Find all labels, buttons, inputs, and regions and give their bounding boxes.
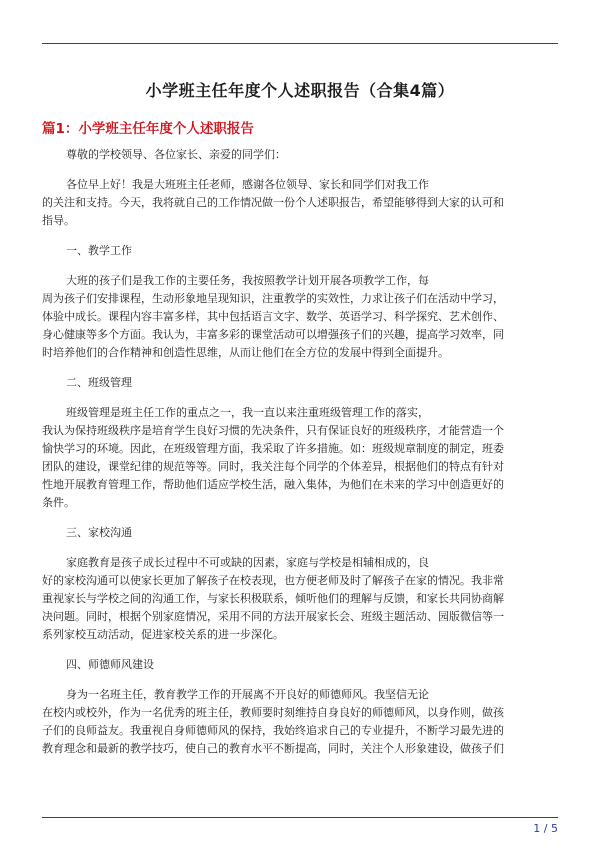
section-paragraph	[42, 686, 558, 758]
paragraph-line: 团队的建设，课堂纪律的规范等等。同时，我关注每个同学的个体差异，根据他们的特点有针对	[42, 460, 504, 473]
paragraph-line: 我认为保持班级秩序是培育学生良好习惯的先决条件，只有保证良好的班级秩序，才能营造一个	[42, 424, 504, 437]
section-heading	[42, 242, 558, 260]
paragraph-line: 好的家校沟通可以使家长更加了解孩子在校表现，也方便老师及时了解孩子在家的情况。我非常	[42, 574, 504, 587]
paragraph-line: 系列家校互动活动，促进家校关系的进一步深化。	[42, 628, 284, 641]
paragraph-line: 家庭教育是孩子成长过程中不可或缺的因素，家庭与学校是相辅相成的，良	[66, 556, 429, 569]
intro-line: 的关注和支持。今天，我将就自己的工作情况做一份个人述职报告，希望能够得到大家的认可和	[42, 196, 504, 209]
paragraph-line: 身为一名班主任，教育教学工作的开展离不开良好的师德师风。我坚信无论	[66, 688, 429, 701]
section-paragraph	[42, 404, 558, 512]
section-heading-text: 三、家校沟通	[66, 526, 132, 539]
paragraph-line: 性地开展教育管理工作，帮助他们适应学校生活，融入集体，为他们在未来的学习中创造更好的	[42, 478, 504, 491]
section-heading-text: 二、班级管理	[66, 376, 132, 389]
intro-line: 指导。	[42, 214, 75, 227]
header-rule	[42, 43, 558, 44]
article-subtitle: 篇1：小学班主任年度个人述职报告	[42, 121, 254, 137]
paragraph-line: 愉快学习的环境。因此，在班级管理方面，我采取了许多措施。如：班级规章制度的制定，班委	[42, 442, 504, 455]
intro-paragraph	[42, 176, 558, 230]
paragraph-line: 时培养他们的合作精神和创造性思维，从而让他们在全方位的发展中得到全面提升。	[42, 346, 449, 359]
document-body	[42, 146, 558, 770]
paragraph-line: 决问题。同时，根据个别家庭情况，采用不同的方法开展家长会、班级主题活动、园版微信等一	[42, 610, 504, 623]
greeting-paragraph	[42, 146, 558, 164]
section-heading	[42, 524, 558, 542]
document-title: 小学班主任年度个人述职报告（合集4篇）	[145, 81, 455, 100]
paragraph-line: 教育理念和最新的教学技巧，使自己的教育水平不断提高，同时，关注个人形象建设，做孩子们	[42, 742, 504, 755]
page-indicator: 1 / 5	[533, 822, 558, 835]
paragraph-line: 周为孩子们安排课程，生动形象地呈现知识，注重教学的实效性，力求让孩子们在活动中学习，	[42, 292, 504, 305]
section-heading	[42, 374, 558, 392]
paragraph-line: 大班的孩子们是我工作的主要任务，我按照教学计划开展各项教学工作，每	[66, 274, 429, 287]
paragraph-line: 重视家长与学校之间的沟通工作，与家长积极联系，倾听他们的理解与反馈，和家长共同协商解	[42, 592, 504, 605]
paragraph-line: 子们的良师益友。我重视自身师德师风的保持，我始终追求自己的专业提升，不断学习最先进的	[42, 724, 504, 737]
intro-line: 各位早上好！我是大班班主任老师，感谢各位领导、家长和同学们对我工作	[66, 178, 429, 191]
section-paragraph	[42, 272, 558, 362]
section-heading-text: 一、教学工作	[66, 244, 132, 257]
section-heading-text: 四、师德师风建设	[66, 658, 154, 671]
paragraph-line: 在校内或校外，作为一名优秀的班主任，教师要时刻维持自身良好的师德师风，以身作则，做孩	[42, 706, 504, 719]
section-paragraph	[42, 554, 558, 644]
section-heading	[42, 656, 558, 674]
paragraph-line: 体验中成长。课程内容丰富多样，其中包括语言文字、数学、英语学习、科学探究、艺术创作、	[42, 310, 504, 323]
paragraph-line: 班级管理是班主任工作的重点之一，我一直以来注重班级管理工作的落实，	[66, 406, 429, 419]
footer-rule	[42, 817, 558, 818]
paragraph-line: 条件。	[42, 496, 75, 509]
greeting-line: 尊敬的学校领导、各位家长、亲爱的同学们：	[66, 148, 286, 161]
paragraph-line: 身心健康等多个方面。我认为，丰富多彩的课堂活动可以增强孩子们的兴趣，提高学习效率，同	[42, 328, 504, 341]
